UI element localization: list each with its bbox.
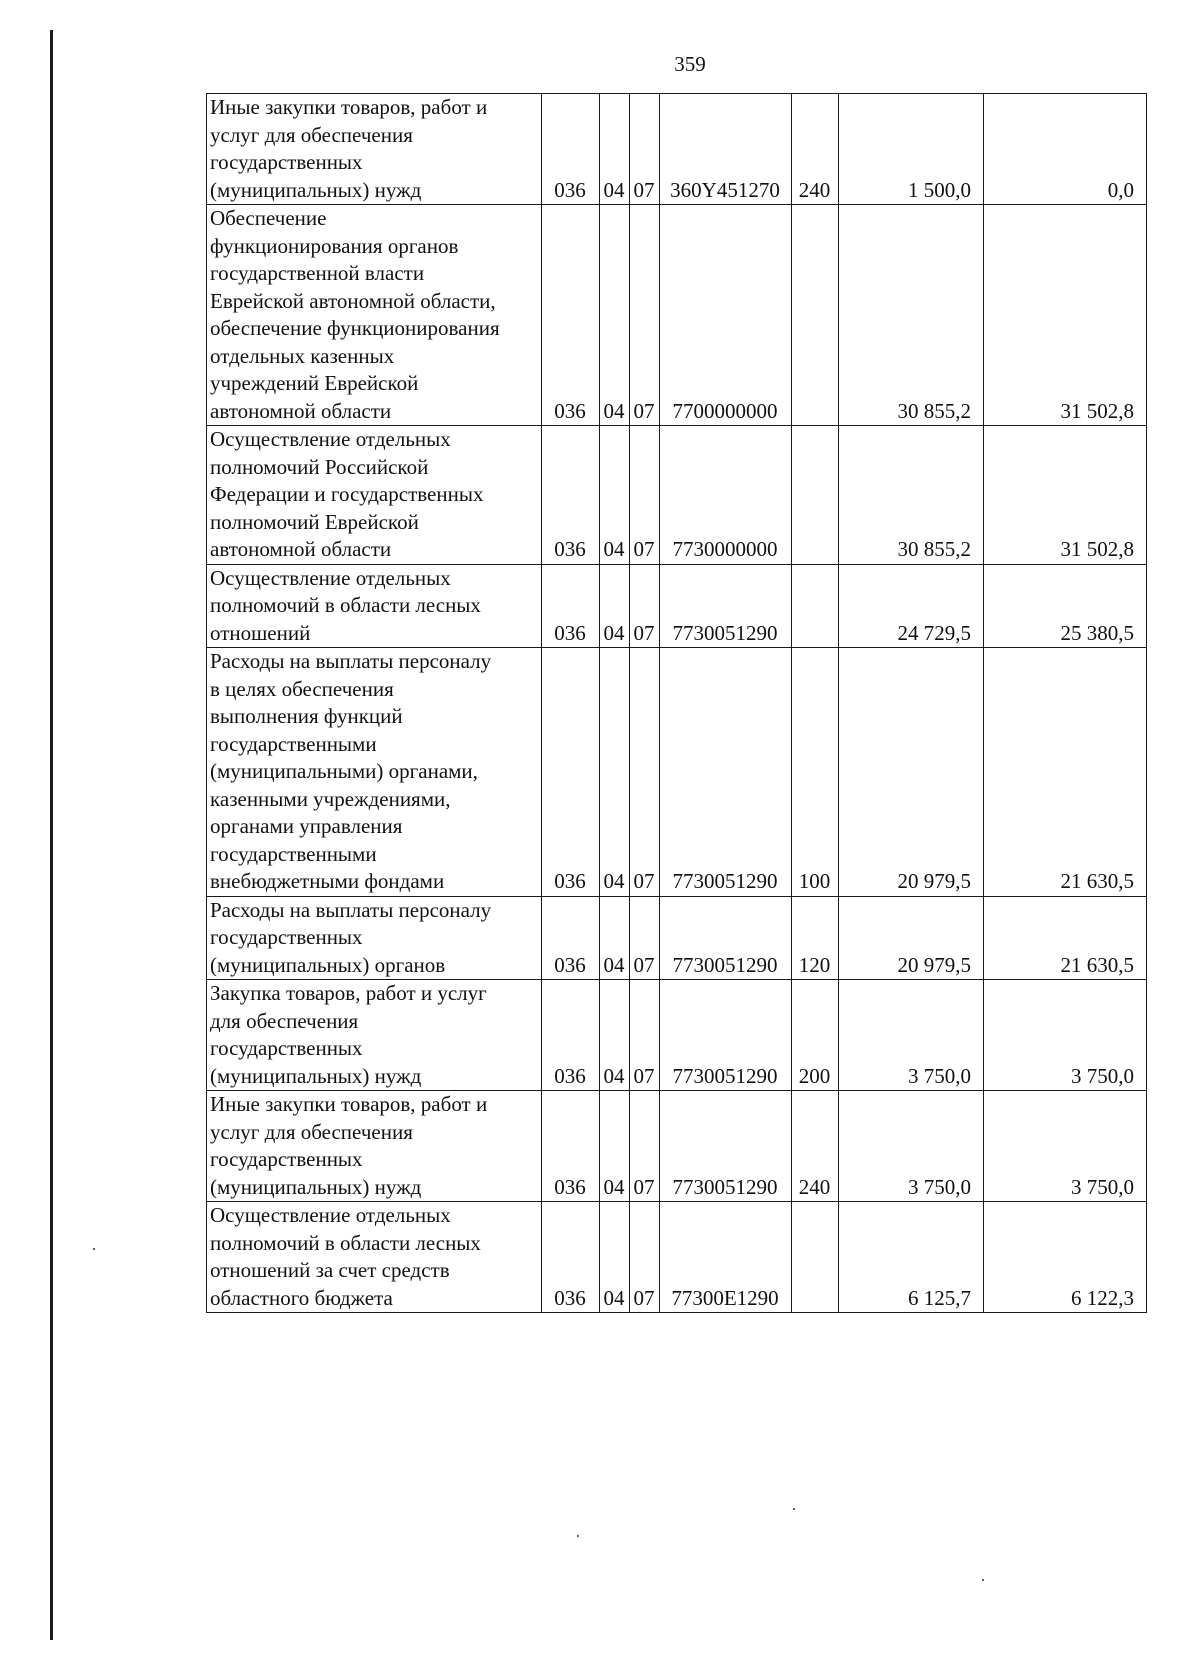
- table-row: [207, 1091, 1147, 1202]
- row-description: Осуществление отдельных полномочий в области лесных отношений за счет средств областного бюджета: [207, 1202, 542, 1313]
- row-section-code: 04: [600, 94, 630, 205]
- row-target-article: 360Y451270: [660, 94, 792, 205]
- row-expense-type: 120: [792, 896, 839, 980]
- row-amount-year-1: 6 125,7: [839, 1202, 984, 1313]
- row-ministry-code: 036: [542, 205, 600, 426]
- row-expense-type: [792, 426, 839, 565]
- row-amount-year-2: 21 630,5: [984, 896, 1147, 980]
- row-target-article: 7730051290: [660, 564, 792, 648]
- table-row: [207, 980, 1147, 1091]
- row-subsection-code: 07: [630, 1202, 660, 1313]
- row-amount-year-1: 3 750,0: [839, 1091, 984, 1202]
- row-description: Расходы на выплаты персоналу в целях обеспечения выполнения функций государственными (муниципальными) органами, казенными учреждениями, органами управления государственными внебюджетными фондами: [207, 648, 542, 897]
- scan-speck: [93, 1248, 95, 1250]
- row-expense-type: 240: [792, 1091, 839, 1202]
- row-ministry-code: 036: [542, 426, 600, 565]
- row-section-code: 04: [600, 896, 630, 980]
- row-amount-year-1: 20 979,5: [839, 648, 984, 897]
- row-target-article: 7700000000: [660, 205, 792, 426]
- row-amount-year-1: 30 855,2: [839, 426, 984, 565]
- row-expense-type: [792, 205, 839, 426]
- row-section-code: 04: [600, 648, 630, 897]
- row-subsection-code: 07: [630, 205, 660, 426]
- row-expense-type: 240: [792, 94, 839, 205]
- row-description: Иные закупки товаров, работ и услуг для обеспечения государственных (муниципальных) нужд: [207, 94, 542, 205]
- row-target-article: 77300E1290: [660, 1202, 792, 1313]
- table-row: [207, 94, 1147, 205]
- row-ministry-code: 036: [542, 648, 600, 897]
- row-ministry-code: 036: [542, 980, 600, 1091]
- row-section-code: 04: [600, 1202, 630, 1313]
- row-amount-year-1: 1 500,0: [839, 94, 984, 205]
- row-section-code: 04: [600, 205, 630, 426]
- row-target-article: 7730051290: [660, 1091, 792, 1202]
- row-amount-year-2: 25 380,5: [984, 564, 1147, 648]
- row-amount-year-2: 31 502,8: [984, 205, 1147, 426]
- page-binding-line: [50, 30, 53, 1640]
- row-ministry-code: 036: [542, 896, 600, 980]
- row-section-code: 04: [600, 980, 630, 1091]
- scan-speck: [982, 1579, 984, 1581]
- row-target-article: 7730051290: [660, 648, 792, 897]
- row-target-article: 7730051290: [660, 980, 792, 1091]
- row-amount-year-1: 20 979,5: [839, 896, 984, 980]
- row-description: Осуществление отдельных полномочий Российской Федерации и государственных полномочий Еврейской автономной области: [207, 426, 542, 565]
- row-target-article: 7730051290: [660, 896, 792, 980]
- row-ministry-code: 036: [542, 94, 600, 205]
- row-description: Обеспечение функционирования органов государственной власти Еврейской автономной области, обеспечение функционирования отдельных казенных учреждений Еврейской автономной области: [207, 205, 542, 426]
- row-amount-year-2: 21 630,5: [984, 648, 1147, 897]
- row-expense-type: 200: [792, 980, 839, 1091]
- table-row: [207, 648, 1147, 897]
- table-row: [207, 426, 1147, 565]
- row-ministry-code: 036: [542, 564, 600, 648]
- row-amount-year-2: 6 122,3: [984, 1202, 1147, 1313]
- row-amount-year-1: 3 750,0: [839, 980, 984, 1091]
- table-row: [207, 205, 1147, 426]
- row-subsection-code: 07: [630, 564, 660, 648]
- row-ministry-code: 036: [542, 1091, 600, 1202]
- budget-table-body: [207, 94, 1147, 1313]
- row-amount-year-2: 31 502,8: [984, 426, 1147, 565]
- row-description: Расходы на выплаты персоналу государственных (муниципальных) органов: [207, 896, 542, 980]
- table-row: [207, 1202, 1147, 1313]
- row-amount-year-2: 3 750,0: [984, 1091, 1147, 1202]
- scan-speck: [793, 1508, 795, 1510]
- row-description: Иные закупки товаров, работ и услуг для обеспечения государственных (муниципальных) нужд: [207, 1091, 542, 1202]
- page-number: 359: [674, 52, 706, 76]
- row-subsection-code: 07: [630, 94, 660, 205]
- row-amount-year-2: 3 750,0: [984, 980, 1147, 1091]
- row-expense-type: [792, 564, 839, 648]
- row-amount-year-2: 0,0: [984, 94, 1147, 205]
- table-row: [207, 896, 1147, 980]
- row-expense-type: 100: [792, 648, 839, 897]
- row-amount-year-1: 30 855,2: [839, 205, 984, 426]
- row-description: Закупка товаров, работ и услуг для обеспечения государственных (муниципальных) нужд: [207, 980, 542, 1091]
- row-subsection-code: 07: [630, 648, 660, 897]
- row-subsection-code: 07: [630, 426, 660, 565]
- row-description: Осуществление отдельных полномочий в области лесных отношений: [207, 564, 542, 648]
- row-section-code: 04: [600, 426, 630, 565]
- row-amount-year-1: 24 729,5: [839, 564, 984, 648]
- row-target-article: 7730000000: [660, 426, 792, 565]
- row-ministry-code: 036: [542, 1202, 600, 1313]
- table-row: [207, 564, 1147, 648]
- row-subsection-code: 07: [630, 980, 660, 1091]
- row-section-code: 04: [600, 564, 630, 648]
- row-expense-type: [792, 1202, 839, 1313]
- scan-speck: [577, 1535, 579, 1537]
- budget-table: [206, 93, 1147, 1313]
- row-section-code: 04: [600, 1091, 630, 1202]
- row-subsection-code: 07: [630, 1091, 660, 1202]
- row-subsection-code: 07: [630, 896, 660, 980]
